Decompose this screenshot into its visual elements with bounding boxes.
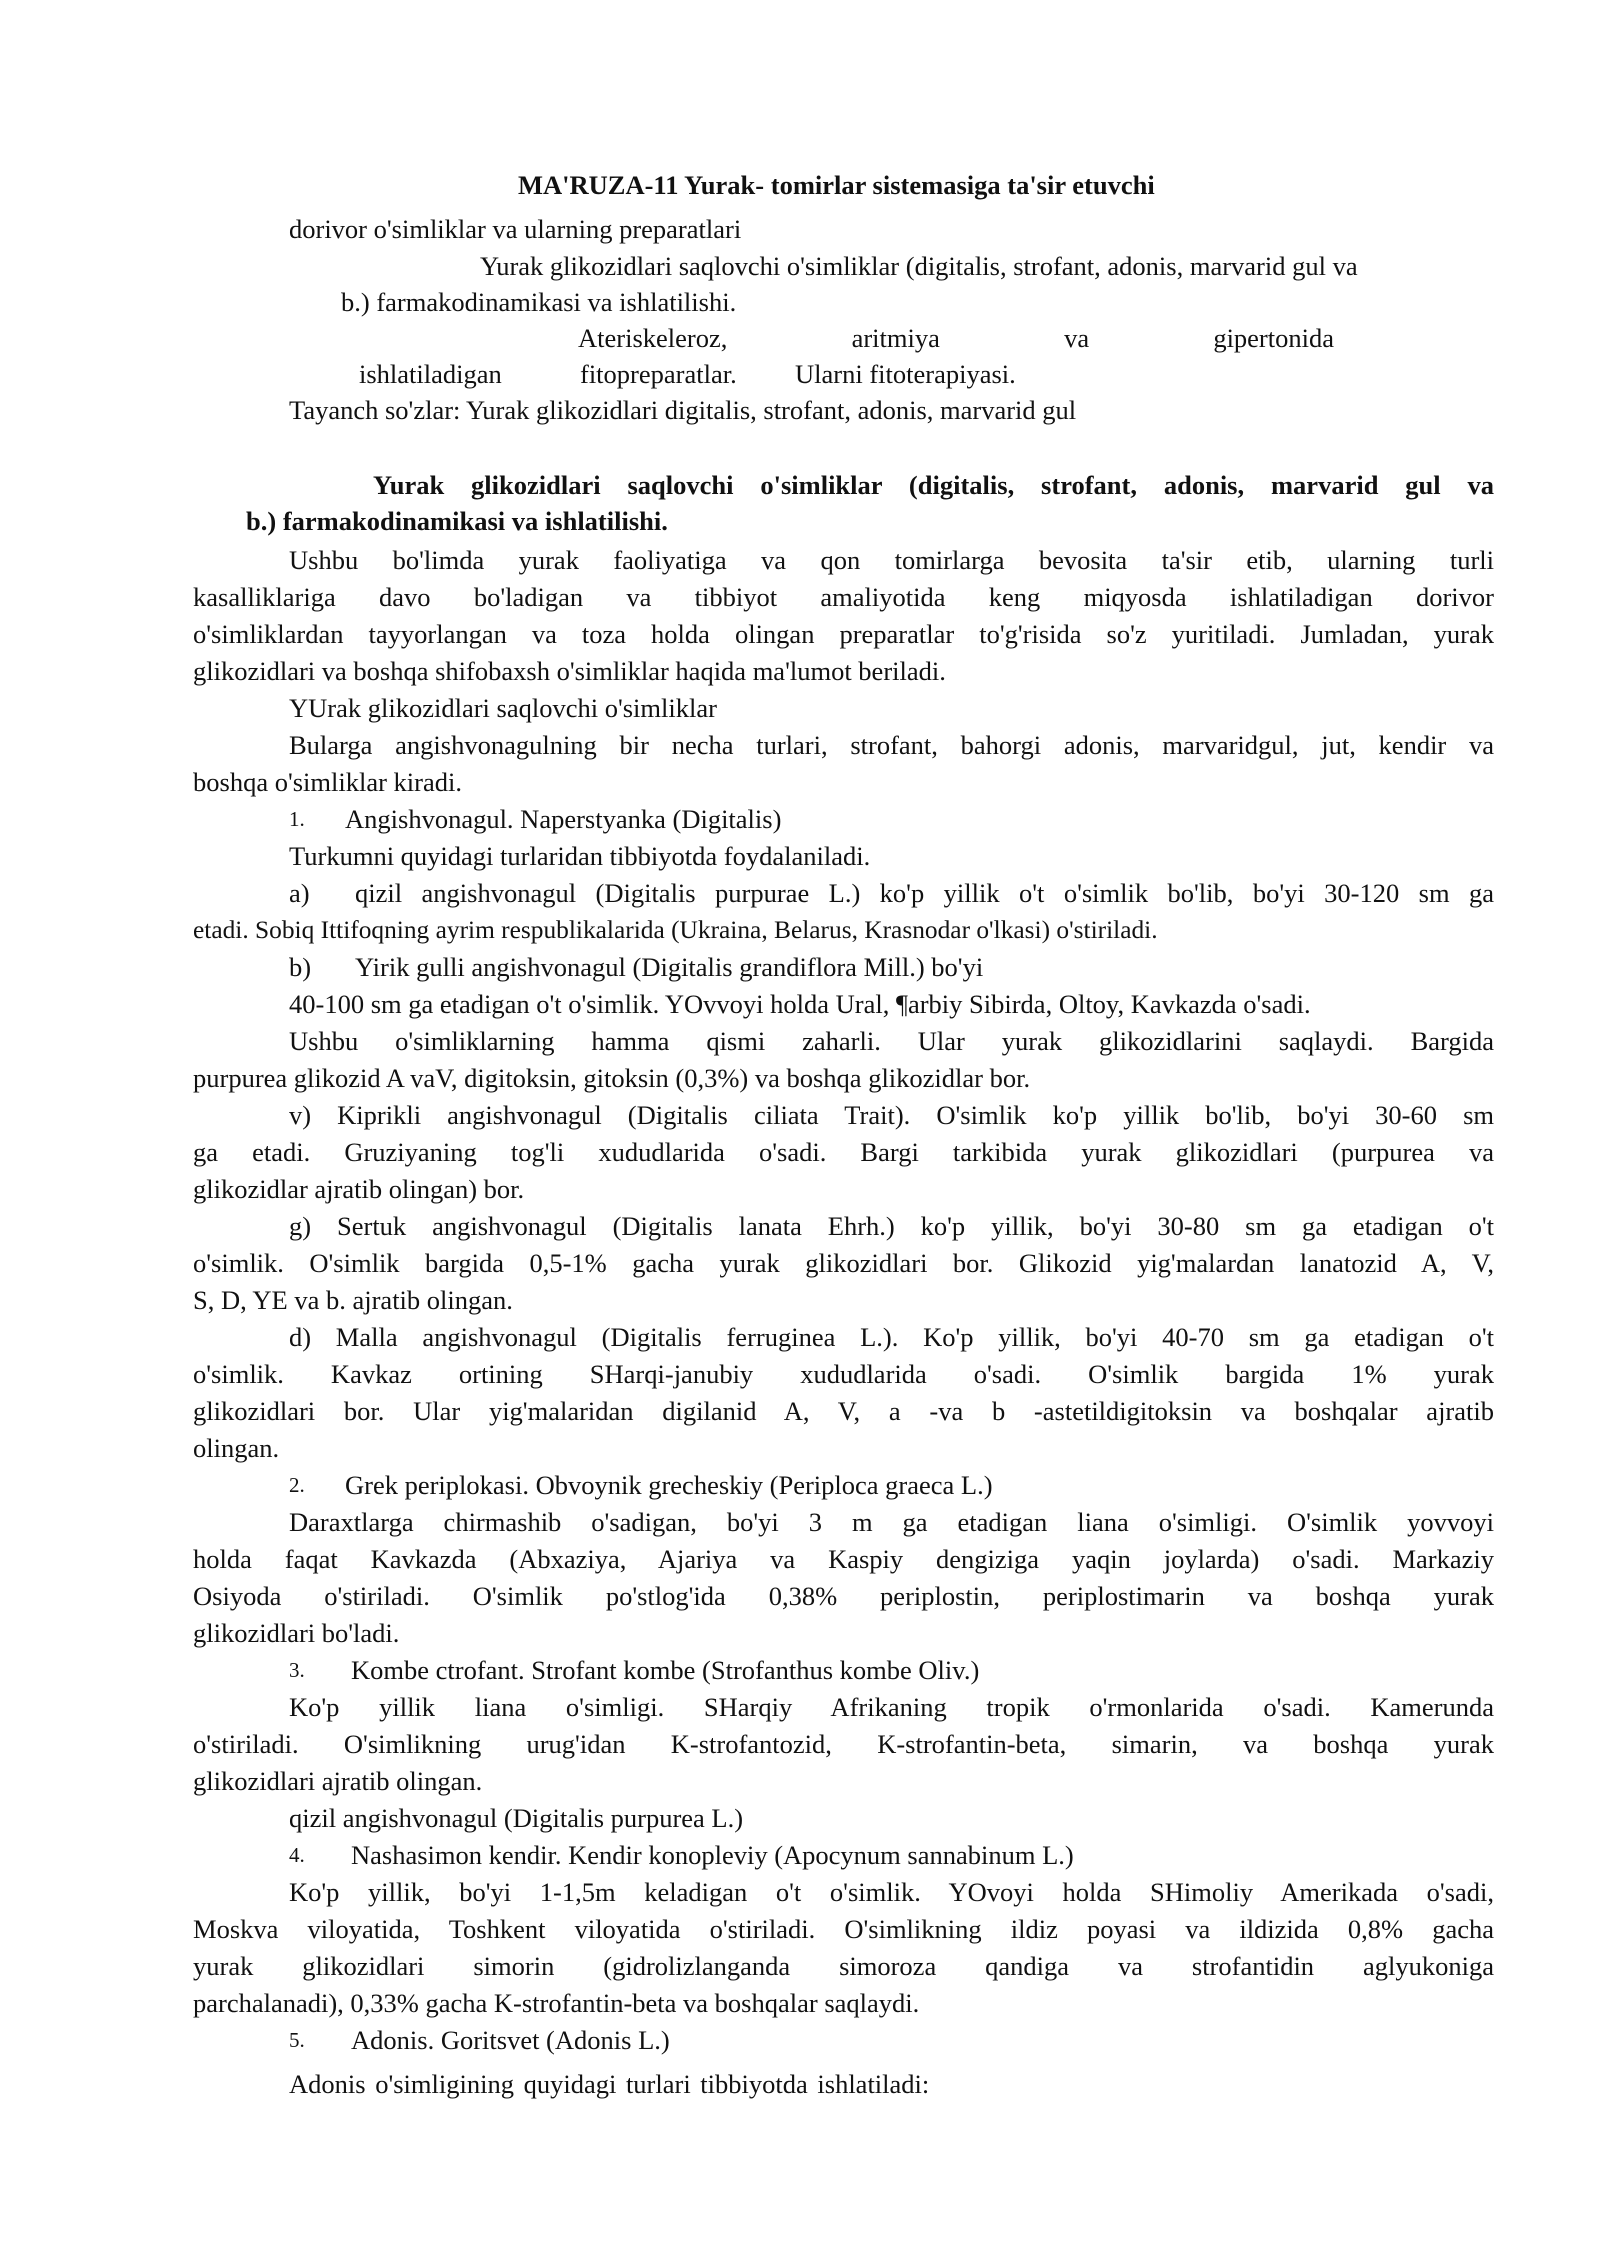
- plan-word: gipertonida: [1213, 323, 1334, 353]
- item-4-body-line-1: Ko'p yillik, bo'yi 1-1,5m keladigan o't o'simlik. YOvoyi holda SHimoliy Amerikada o'sadi,: [289, 1877, 1494, 1907]
- keywords-line: Tayanch so'zlar: Yurak glikozidlari digitalis, strofant, adonis, marvarid gul: [289, 395, 1077, 425]
- item-2-body-line-1: Daraxtlarga chirmashib o'sadigan, bo'yi 3 m ga etadigan liana o'simligi. O'simlik yovvoyi: [289, 1507, 1494, 1537]
- sub-g-line-2: o'simlik. O'simlik bargida 0,5-1% gacha yurak glikozidlari bor. Glikozid yig'malardan lanatozid A, V,: [193, 1248, 1494, 1278]
- intro-line-2: kasalliklariga davo bo'ladigan va tibbiyot amaliyotida keng miqyosda ishlatiladigan dorivor: [193, 582, 1494, 612]
- item-1-intro: Turkumni quyidagi turlaridan tibbiyotda foydalaniladi.: [289, 841, 871, 871]
- sub-b-line-1: Yirik gulli angishvonagul (Digitalis grandiflora Mill.) bo'yi: [355, 952, 984, 982]
- plan-word: aritmiya: [851, 323, 940, 353]
- section-heading-line-1: Yurak glikozidlari saqlovchi o'simliklar (digitalis, strofant, adonis, marvarid gul va: [373, 470, 1494, 500]
- sub-d-line-3: glikozidlari bor. Ular yig'malaridan digilanid A, V, a -va b -astetildigitoksin va boshqalar ajratib: [193, 1396, 1494, 1426]
- item-1-title: Angishvonagul. Naperstyanka (Digitalis): [345, 804, 782, 834]
- sub-g-line-1: g) Sertuk angishvonagul (Digitalis lanata Ehrh.) ko'p yillik, bo'yi 30-80 sm ga etadigan o't: [289, 1211, 1494, 1241]
- item-4-number: 4.: [289, 1843, 305, 1867]
- item-3-number: 3.: [289, 1658, 305, 1682]
- sub-b-line-2: 40-100 sm ga etadigan o't o'simlik. YOvvoyi holda Ural, ¶arbiy Sibirda, Oltoy, Kavkazda o'sadi.: [289, 989, 1311, 1019]
- plan-word: Ateriskeleroz,: [578, 323, 728, 353]
- sub-d-line-2: o'simlik. Kavkaz ortining SHarqi-janubiy xududlarida o'sadi. O'simlik bargida 1% yurak: [193, 1359, 1494, 1389]
- sub-d-line-4: olingan.: [193, 1433, 280, 1463]
- plan-item-1-line-2: b.) farmakodinamikasi va ishlatilishi.: [341, 287, 737, 317]
- qizil-line: qizil angishvonagul (Digitalis purpurea L.): [289, 1803, 744, 1833]
- item-5-body: Adonis o'simligining quyidagi turlari tibbiyotda ishlatiladi:: [289, 2069, 930, 2099]
- title-continuation: dorivor o'simliklar va ularning preparatlari: [289, 214, 742, 244]
- sub-a-mark: a): [289, 878, 310, 908]
- intro-line-1: Ushbu bo'limda yurak faoliyatiga va qon tomirlarga bevosita ta'sir etib, ularning turli: [289, 545, 1494, 575]
- intro-line-4: glikozidlari va boshqa shifobaxsh o'simliklar haqida ma'lumot beriladi.: [193, 656, 946, 686]
- section-heading-line-2: b.) farmakodinamikasi va ishlatilishi.: [246, 506, 668, 536]
- item-4-title: Nashasimon kendir. Kendir konopleviy (Apocynum sannabinum L.): [351, 1840, 1074, 1870]
- intro-line-3: o'simliklardan tayyorlangan va toza holda olingan preparatlar to'g'risida so'z yuritiladi. Jumladan, yurak: [193, 619, 1494, 649]
- toxic-line-2: purpurea glikozid A vaV, digitoksin, gitoksin (0,3%) va boshqa glikozidlar bor.: [193, 1063, 1031, 1093]
- sub-a-line-1: qizil angishvonagul (Digitalis purpurae L.) ko'p yillik o't o'simlik bo'lib, bo'yi 30-120 sm ga: [355, 878, 1494, 908]
- sub-g-line-3: S, D, YE va b. ajratib olingan.: [193, 1285, 513, 1315]
- item-3-body-line-3: glikozidlari ajratib olingan.: [193, 1766, 483, 1796]
- item-1-number: 1.: [289, 807, 305, 831]
- item-3-body-line-2: o'stiriladi. O'simlikning urug'idan K-strofantozid, K-strofantin-beta, simarin, va boshqa yurak: [193, 1729, 1494, 1759]
- sub-v-line-2: ga etadi. Gruziyaning tog'li xududlarida o'sadi. Bargi tarkibida yurak glikozidlari (purpurea va: [193, 1137, 1494, 1167]
- item-5-title: Adonis. Goritsvet (Adonis L.): [351, 2025, 670, 2055]
- plan-word: va: [1064, 323, 1090, 353]
- plan-item-2-word-2: fitopreparatlar.: [580, 359, 737, 389]
- sub-a-line-2: etadi. Sobiq Ittifoqning ayrim respublikalarida (Ukraina, Belarus, Krasnodar o'lkasi) o'stiriladi.: [193, 916, 1158, 944]
- toxic-line-1: Ushbu o'simliklarning hamma qismi zaharli. Ular yurak glikozidlarini saqlaydi. Bargida: [289, 1026, 1494, 1056]
- item-5-number: 5.: [289, 2028, 305, 2052]
- plan-item-2-line-1: [578, 320, 1334, 356]
- sub-b-mark: b): [289, 952, 312, 982]
- sub-d-line-1: d) Malla angishvonagul (Digitalis ferruginea L.). Ko'p yillik, bo'yi 40-70 sm ga etadigan o't: [289, 1322, 1494, 1352]
- item-3-body-line-1: Ko'p yillik liana o'simligi. SHarqiy Afrikaning tropik o'rmonlarida o'sadi. Kamerunda: [289, 1692, 1494, 1722]
- sub-v-line-3: glikozidlar ajratib olingan) bor.: [193, 1174, 525, 1204]
- subheading: YUrak glikozidlari saqlovchi o'simliklar: [289, 693, 717, 723]
- item-2-number: 2.: [289, 1473, 305, 1497]
- list-intro-line-2: boshqa o'simliklar kiradi.: [193, 767, 462, 797]
- item-2-body-line-2: holda faqat Kavkazda (Abxaziya, Ajariya va Kaspiy dengiziga yaqin joylarda) o'sadi. Markaziy: [193, 1544, 1494, 1574]
- item-2-title: Grek periplokasi. Obvoynik grecheskiy (Periploca graeca L.): [345, 1470, 993, 1500]
- item-4-body-line-3: yurak glikozidlari simorin (gidrolizlanganda simoroza qandiga va strofantidin aglyukoniga: [193, 1951, 1494, 1981]
- plan-item-1-line-1: Yurak glikozidlari saqlovchi o'simliklar (digitalis, strofant, adonis, marvarid gul va: [480, 251, 1358, 281]
- plan-item-2-word-3: Ularni fitoterapiyasi.: [795, 359, 1016, 389]
- page-title: MA'RUZA-11 Yurak- tomirlar sistemasiga ta'sir etuvchi: [518, 170, 1155, 200]
- item-2-body-line-4: glikozidlari bo'ladi.: [193, 1618, 400, 1648]
- sub-v-line-1: v) Kiprikli angishvonagul (Digitalis ciliata Trait). O'simlik ko'p yillik bo'lib, bo'yi 30-60 sm: [289, 1100, 1494, 1130]
- plan-item-2-word-1: ishlatiladigan: [359, 359, 502, 389]
- list-intro-line-1: Bularga angishvonagulning bir necha turlari, strofant, bahorgi adonis, marvaridgul, jut, kendir va: [289, 730, 1494, 760]
- item-3-title: Kombe ctrofant. Strofant kombe (Strofanthus kombe Oliv.): [351, 1655, 980, 1685]
- item-4-body-line-2: Moskva viloyatida, Toshkent viloyatida o'stiriladi. O'simlikning ildiz poyasi va ildizida 0,8% gacha: [193, 1914, 1494, 1944]
- item-4-body-line-4: parchalanadi), 0,33% gacha K-strofantin-beta va boshqalar saqlaydi.: [193, 1988, 920, 2018]
- item-2-body-line-3: Osiyoda o'stiriladi. O'simlik po'stlog'ida 0,38% periplostin, periplostimarin va boshqa yurak: [193, 1581, 1494, 1611]
